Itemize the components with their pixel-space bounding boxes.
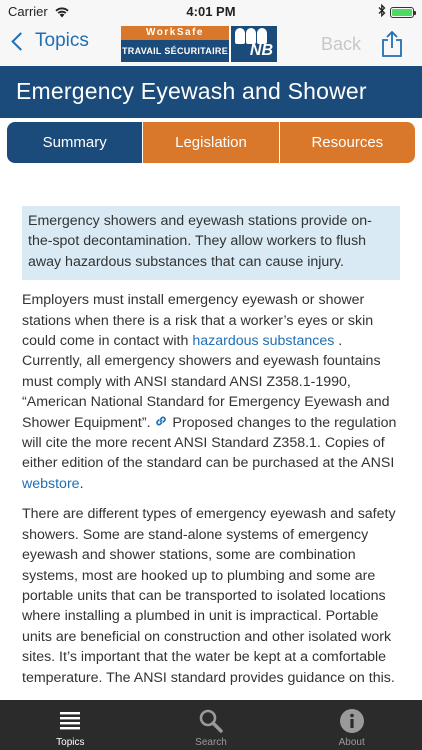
bluetooth-icon — [378, 4, 386, 20]
logo-top-text: WorkSafe — [121, 26, 229, 40]
title-bar — [0, 66, 422, 118]
paragraph-types: There are different types of emergency eyewash and safety showers. Some are stand-alone systems of emergency eyewash and shower stations, some are combination systems, most are hooked up to plumbing and some are portable units that can be transported to isolated locations where installing a plumbed in unit is impractical. Portable units are beneficial on construction and other isolated work sites. It’s important that the water be kept at a comfortable temperature. The ANSI standard provides guidance on this. — [22, 506, 396, 686]
list-icon — [57, 708, 83, 734]
p1-text-1: Employers must install emergency eyewash or shower stations when there is a risk that a worker’s eyes or skin could come in contact with — [22, 292, 374, 350]
back-label: Topics — [35, 30, 89, 51]
paragraph-requirements — [22, 290, 400, 494]
p1-text-2: . Currently, all emergency showers and eyewash fountains must comply with ANSI standard ANSI Z358.1-1990, “American National Standard for Emergency Eyewash and Shower Equipment”. — [22, 333, 390, 431]
carrier-label: Carrier — [8, 4, 48, 19]
topic-tabs — [7, 122, 415, 163]
status-time: 4:01 PM — [186, 4, 236, 19]
bottom-tab-bar — [0, 700, 422, 750]
tabbar-search-label: Search — [195, 737, 227, 748]
tabbar-topics[interactable] — [0, 700, 141, 750]
search-icon — [198, 708, 224, 734]
battery-icon — [390, 7, 414, 18]
logo-mark — [229, 26, 277, 62]
tab-resources[interactable]: Resources — [279, 122, 415, 163]
back-to-topics-button[interactable] — [10, 30, 89, 52]
content-area[interactable] — [22, 206, 400, 698]
hazardous-substances-link[interactable]: hazardous substances — [192, 333, 335, 350]
logo-bottom-text: TRAVAIL SÉCURITAIRE — [121, 40, 229, 62]
tabbar-about[interactable] — [281, 700, 422, 750]
intro-callout: Emergency showers and eyewash stations provide on-the-spot decontamination. They allow workers to flush away hazardous substances that can cause injury. — [22, 206, 400, 280]
status-bar — [0, 0, 422, 22]
share-button[interactable] — [381, 30, 403, 58]
p1-text-4: . — [79, 475, 84, 492]
status-right — [378, 4, 414, 20]
logo-nb-text: NB — [249, 42, 273, 59]
chevron-left-icon — [11, 32, 29, 50]
webstore-link[interactable]: webstore — [22, 475, 80, 492]
page-title: Emergency Eyewash and Shower — [16, 78, 367, 104]
external-link-icon[interactable] — [154, 413, 168, 433]
back-button-disabled[interactable]: Back — [321, 34, 362, 54]
tabbar-about-label: About — [338, 737, 365, 748]
tab-legislation[interactable]: Legislation — [142, 122, 278, 163]
nav-bar — [0, 22, 422, 66]
tabbar-search[interactable] — [141, 700, 282, 750]
share-icon — [381, 30, 403, 58]
info-icon — [339, 708, 365, 734]
tab-summary[interactable]: Summary — [7, 122, 142, 163]
p1-text-3: Proposed changes to the regulation will cite the more recent ANSI Standard Z358.1. Copies of either edition of the standard can be purchased at the ANSI — [22, 414, 397, 472]
tabbar-topics-label: Topics — [56, 737, 85, 748]
worksafe-nb-logo — [121, 26, 277, 62]
